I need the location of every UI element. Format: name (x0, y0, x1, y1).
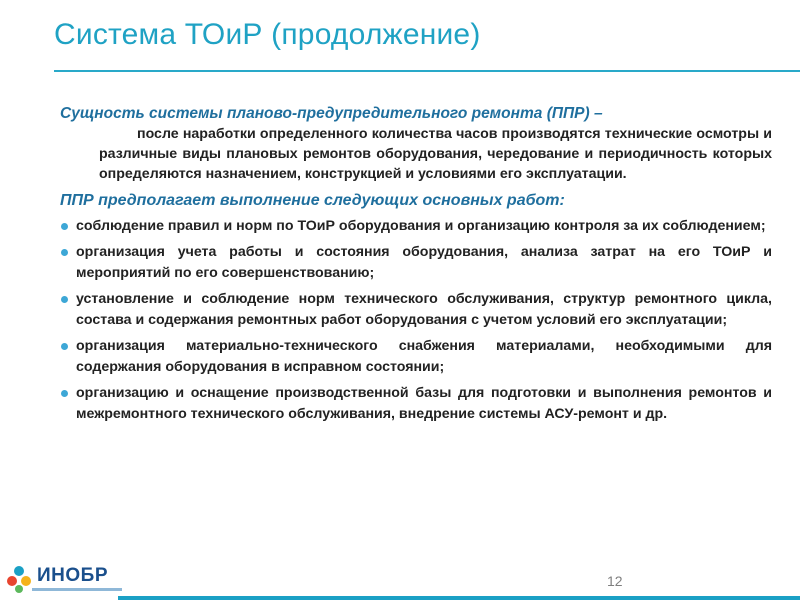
title-divider (54, 70, 800, 72)
slide-title: Система ТОиР (продолжение) (54, 18, 481, 51)
bullet-icon (61, 343, 68, 350)
inobr-logo (4, 564, 124, 598)
footer-divider (118, 596, 800, 600)
logo-text: ИНОБР (37, 565, 108, 586)
list-item: организацию и оснащение производственной базы для подготовки и выполнения ремонтов и межремонтного технического обслуживания, внедрение системы АСУ-ремонт и др. (60, 383, 772, 425)
works-list (60, 216, 772, 425)
works-heading: ППР предполагает выполнение следующих основных работ: (60, 192, 565, 209)
bullet-icon (61, 390, 68, 397)
bullet-icon (61, 296, 68, 303)
definition-paragraph: после наработки определенного количества часов производятся технические осмотры и различные виды плановых ремонтов оборудования, чередование и периодичность которых определяются назначением, конструкцией и условиями его эксплуатации. (99, 126, 772, 182)
list-item: соблюдение правил и норм по ТОиР оборудования и организацию контроля за их соблюдением; (60, 216, 772, 237)
page-number: 12 (607, 573, 623, 589)
bullet-icon (61, 223, 68, 230)
logo-underline (32, 588, 122, 591)
logo-mark-icon (4, 564, 34, 594)
list-item: организация учета работы и состояния оборудования, анализа затрат на его ТОиР и мероприятий по его совершенствованию; (60, 242, 772, 284)
lead-heading: Сущность системы планово-предупредительного ремонта (ППР) – (60, 105, 603, 122)
list-item: установление и соблюдение норм технического обслуживания, структур ремонтного цикла, состава и содержания ремонтных работ оборудования с учетом условий его эксплуатации; (60, 289, 772, 331)
list-item: организация материально-технического снабжения материалами, необходимыми для содержания оборудования в исправном состоянии; (60, 336, 772, 378)
slide-content (60, 104, 772, 430)
bullet-icon (61, 249, 68, 256)
